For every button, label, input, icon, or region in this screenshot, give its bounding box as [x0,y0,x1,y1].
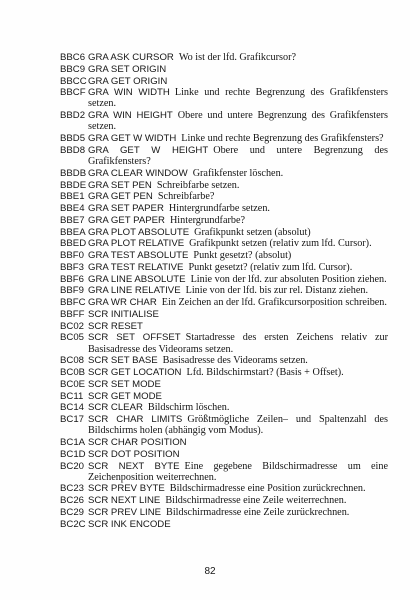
entry-body [88,519,388,530]
entry-body [88,64,388,75]
entry-body [88,507,388,518]
entry-description: Bildschirmadresse eine Zeile zurückrechnen. [166,506,350,518]
entry-routine-name: GRA PLOT RELATIVE [88,238,185,250]
entry-routine-name: GRA GET PEN [88,191,153,203]
entry-body [88,87,388,109]
entry-address: BC11 [60,390,84,402]
entry-description: Hintergrundfarbe? [169,214,246,226]
entry-routine-name: SCR SET BASE [88,355,158,367]
entry-address: BBF3 [60,261,84,273]
entry-address: BC0E [60,378,86,390]
entry-address: BBD2 [60,110,86,122]
entry-address: BC05 [60,332,84,344]
entry-description: Bildschirm löschen. [147,402,230,414]
entry-address: BBFC [60,297,86,309]
entry-description: Linke und rechte Begrenzung des Grafikfensters setzen. [88,87,388,110]
entry-address: BBF0 [60,250,84,262]
entry-body [88,76,388,87]
entry-routine-name: GRA LINE RELATIVE [88,285,181,297]
entry-routine-name: SCR PREV BYTE [88,483,165,495]
entry-row [60,414,388,436]
entry-address: BBD8 [60,144,86,156]
entry-row [60,321,388,332]
entry-body [88,321,388,332]
entry-body [88,262,388,273]
entry-address: BC1D [60,448,86,460]
entry-row [60,52,388,63]
entry-row [60,332,388,354]
entry-routine-name: GRA GET W WIDTH [88,133,177,145]
entry-description: Obere und untere Begrenzung des Grafikfensters? [88,144,388,168]
entry-body [88,495,388,506]
entry-row [60,367,388,378]
entry-body [88,227,388,238]
entry-address: BC29 [60,506,84,518]
entry-body [88,332,388,354]
entry-body [88,52,388,63]
entry-body [88,133,388,144]
entry-routine-name: GRA TEST ABSOLUTE [88,250,189,262]
entry-row [60,145,388,167]
entry-description: Wo ist der lfd. Grafikcursor? [178,52,296,63]
entry-body [88,391,388,402]
entry-address: BBE7 [60,214,85,226]
entry-description: Schreibfarbe setzen. [156,179,240,191]
entry-row [60,274,388,285]
entry-address: BC2C [60,518,86,530]
entry-row [60,285,388,296]
entry-address: BBF9 [60,285,84,297]
entry-body [88,168,388,179]
entry-row [60,483,388,494]
entry-body [88,402,388,413]
entry-description: Bildschirmadresse eine Position zurückrechnen. [169,483,366,495]
entry-address: BBFF [60,308,85,320]
entry-description: Obere und untere Begrenzung des Grafikfensters setzen. [88,110,388,133]
entry-routine-name: GRA TEST RELATIVE [88,261,184,273]
entry-row [60,297,388,308]
entry-row [60,402,388,413]
entry-description: Basisadresse des Videorams setzen. [162,355,308,367]
entry-address: BBDE [60,179,87,191]
entry-address: BBEA [60,226,86,238]
entry-description: Eine gegebene Bildschirmadresse um eine Zeichenposition weiterrechnen. [88,460,388,483]
entry-body [88,180,388,191]
entry-body [88,215,388,226]
entry-address: BBE4 [60,203,85,215]
entry-row [60,180,388,191]
entry-routine-name: GRA SET ORIGIN [88,63,167,75]
entry-description: Linie von der lfd. bis zur rel. Distanz ziehen. [185,285,369,297]
entry-body [88,274,388,285]
entry-address: BBCF [60,87,86,99]
entry-description: Schreibfarbe? [157,191,215,203]
entry-routine-name: GRA GET W HEIGHT [88,144,209,156]
entry-body [88,414,388,436]
entry-routine-name: GRA WIN WIDTH [88,87,170,99]
entry-address: BBE1 [60,191,85,203]
entry-description: Grafikpunkt setzen (absolut) [194,226,311,238]
entry-row [60,87,388,109]
entry-address: BC26 [60,495,84,507]
entry-routine-name: SCR CLEAR [88,402,143,414]
entry-description: Linie von der lfd. zur absoluten Position ziehen. [190,273,387,285]
entry-description: Hintergrundfarbe setzen. [168,203,270,215]
entry-row [60,495,388,506]
entry-routine-name: SCR GET LOCATION [88,367,182,379]
entry-routine-name: SCR INITIALISE [88,308,159,320]
entry-row [60,379,388,390]
entry-body [88,250,388,261]
entry-row [60,437,388,448]
entry-description: Bildschirmadresse eine Zeile weiterrechnen. [165,495,347,507]
entry-body [88,483,388,494]
entry-body [88,367,388,378]
entry-body [88,145,388,167]
entry-address: BBCC [60,75,87,87]
entry-routine-name: SCR CHAR LIMITS [88,414,183,426]
entry-routine-name: SCR SET OFFSET [88,332,181,344]
entry-row [60,191,388,202]
entry-body [88,449,388,460]
entry-row [60,76,388,87]
entry-body [88,285,388,296]
entry-address: BC0B [60,367,86,379]
entry-description: Startadresse des ersten Zeichens relativ zur Basisadresse des Videorams setzen. [88,332,388,355]
entry-address: BC17 [60,414,84,426]
entry-routine-name: GRA PLOT ABSOLUTE [88,226,190,238]
entry-address: BC02 [60,320,84,332]
entry-routine-name: SCR RESET [88,320,143,332]
entry-description: Lfd. Bildschirmstart? (Basis + Offset). [186,367,344,379]
entry-address: BBC6 [60,52,86,63]
entry-body [88,203,388,214]
entry-routine-name: GRA SET PAPER [88,203,164,215]
entry-routine-name: SCR NEXT BYTE [88,460,180,472]
entry-description: Ein Zeichen an der lfd. Grafikcursorposition schreiben. [161,297,387,309]
entry-row [60,64,388,75]
entry-routine-name: SCR INK ENCODE [88,518,171,530]
entry-routine-name: SCR SET MODE [88,378,161,390]
entry-address: BBD5 [60,133,86,145]
entry-description: Grafikfenster löschen. [192,167,284,179]
entry-routine-name: GRA SET PEN [88,179,152,191]
entry-body [88,309,388,320]
entry-routine-name: SCR PREV LINE [88,506,162,518]
entry-address: BBC9 [60,63,86,75]
entry-list [60,52,388,530]
entry-body [88,379,388,390]
entry-row [60,250,388,261]
entry-row [60,519,388,530]
entry-description: Grafikpunkt setzen (relativ zum lfd. Cursor). [189,238,372,250]
entry-address: BC20 [60,460,84,472]
entry-address: BC08 [60,355,84,367]
entry-body [88,110,388,132]
entry-body [88,355,388,366]
entry-row [60,203,388,214]
entry-routine-name: SCR NEXT LINE [88,495,161,507]
entry-routine-name: SCR GET MODE [88,390,162,402]
entry-routine-name: GRA LINE ABSOLUTE [88,273,186,285]
entry-row [60,391,388,402]
entry-routine-name: SCR CHAR POSITION [88,437,187,449]
entry-row [60,238,388,249]
entry-address: BBED [60,238,87,250]
entry-description: Größtmögliche Zeilen– und Spaltenzahl des Bildschirms holen (abhängig vom Modus). [88,414,388,437]
entry-row [60,215,388,226]
entry-body [88,238,388,249]
entry-row [60,355,388,366]
entry-row [60,507,388,518]
entry-row [60,227,388,238]
entry-row [60,461,388,483]
entry-row [60,309,388,320]
entry-description: Punkt gesetzt? (absolut) [193,250,292,262]
page-number: 82 [204,566,216,577]
entry-routine-name: GRA GET ORIGIN [88,75,168,87]
entry-row [60,110,388,132]
entry-row [60,133,388,144]
entry-row [60,449,388,460]
entry-routine-name: GRA ASK CURSOR [88,52,174,63]
entry-routine-name: GRA WR CHAR [88,297,157,309]
entry-routine-name: GRA GET PAPER [88,214,165,226]
entry-row [60,168,388,179]
entry-address: BC23 [60,483,84,495]
entry-address: BBF6 [60,273,84,285]
entry-routine-name: GRA CLEAR WINDOW [88,167,188,179]
entry-description: Punkt gesetzt? (relativ zum lfd. Cursor). [188,261,353,273]
entry-routine-name: SCR DOT POSITION [88,448,180,460]
entry-description: Linke und rechte Begrenzung des Grafikfensters? [181,133,384,145]
entry-row [60,262,388,273]
entry-body [88,437,388,448]
entry-body [88,461,388,483]
entry-address: BBDB [60,167,87,179]
entry-routine-name: GRA WIN HEIGHT [88,110,173,122]
entry-body [88,297,388,308]
entry-address: BC1A [60,437,86,449]
entry-body [88,191,388,202]
entry-address: BC14 [60,402,84,414]
